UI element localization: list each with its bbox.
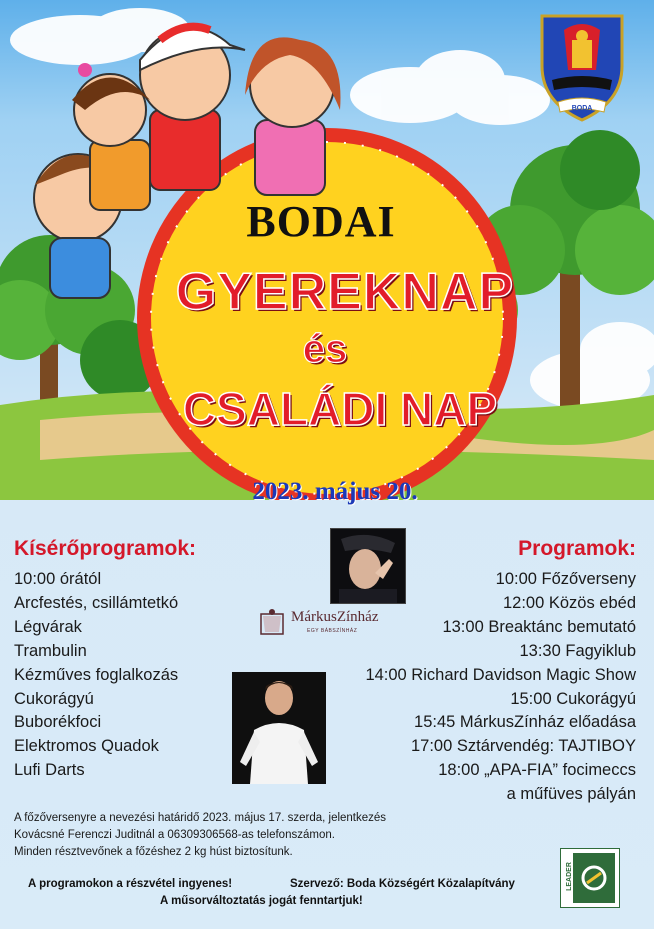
programs-list — [365, 568, 636, 807]
magician-photo — [330, 528, 406, 604]
footer-free: A programokon a részvétel ingyenes! — [28, 878, 233, 890]
list-item: a műfüves pályán — [506, 785, 636, 804]
star-guest-photo — [232, 672, 326, 784]
side-programs-heading: Kísérőprogramok: — [14, 537, 197, 560]
list-item: 18:00 „APA-FIA” focimeccs — [438, 761, 636, 780]
markusz-logo-icon — [257, 606, 389, 638]
footer-organizer: Szervező: Boda Községért Közalapítvány — [290, 878, 515, 890]
crest-text: BODA — [571, 105, 593, 112]
list-item: Trambulin — [14, 641, 87, 660]
markusz-text: MárkusZínház — [291, 609, 379, 625]
list-item: 15:00 Cukorágyú — [510, 689, 636, 708]
list-item: 10:00 órától — [14, 570, 102, 588]
list-item: Buborékfoci — [14, 713, 102, 732]
note-line: A főzőversenyre a nevezési határidő 2023. május 17. szerda, jelentkezés — [14, 812, 387, 824]
event-date: 2023. május 20. — [252, 478, 418, 505]
title-csaladi-nap: CSALÁDI NAP — [182, 383, 498, 435]
title-bodai: BODAI — [246, 197, 396, 246]
list-item: 10:00 Főzőverseny — [495, 570, 636, 588]
list-item: 13:00 Breaktánc bemutató — [442, 617, 636, 636]
list-item: Arcfestés, csillámtetkó — [14, 593, 179, 612]
list-item: 17:00 Sztárvendég: TAJTIBOY — [410, 737, 636, 756]
leader-logo-icon — [560, 848, 620, 908]
crest-icon — [534, 10, 630, 124]
title-es: és — [302, 327, 348, 371]
side-programs-list — [14, 568, 178, 783]
list-item: Lufi Darts — [14, 761, 85, 780]
footer-rights: A műsorváltoztatás jogát fenntartjuk! — [160, 895, 363, 907]
list-item: Elektromos Quadok — [14, 737, 159, 756]
note-line: Minden résztvevőnek a főzéshez 2 kg húst biztosítunk. — [14, 846, 293, 858]
list-item: Kézműves foglalkozás — [14, 665, 179, 684]
list-item: Légvárak — [14, 617, 82, 636]
note-line: Kovácsné Ferenczi Juditnál a 06309306568-as telefonszámon. — [14, 829, 335, 841]
programs-heading: Programok: — [518, 537, 636, 560]
title-gyereknap: GYEREKNAP — [175, 263, 515, 321]
list-item: 12:00 Közös ebéd — [502, 593, 636, 612]
list-item: 15:45 MárkusZínház előadása — [414, 713, 636, 732]
list-item: 14:00 Richard Davidson Magic Show — [365, 665, 636, 684]
list-item: Cukorágyú — [14, 689, 94, 708]
leader-text: LEADER — [565, 862, 573, 891]
markusz-subtext: EGY BÁBSZÍNHÁZ — [307, 628, 358, 634]
list-item: 13:30 Fagyiklub — [519, 641, 636, 660]
